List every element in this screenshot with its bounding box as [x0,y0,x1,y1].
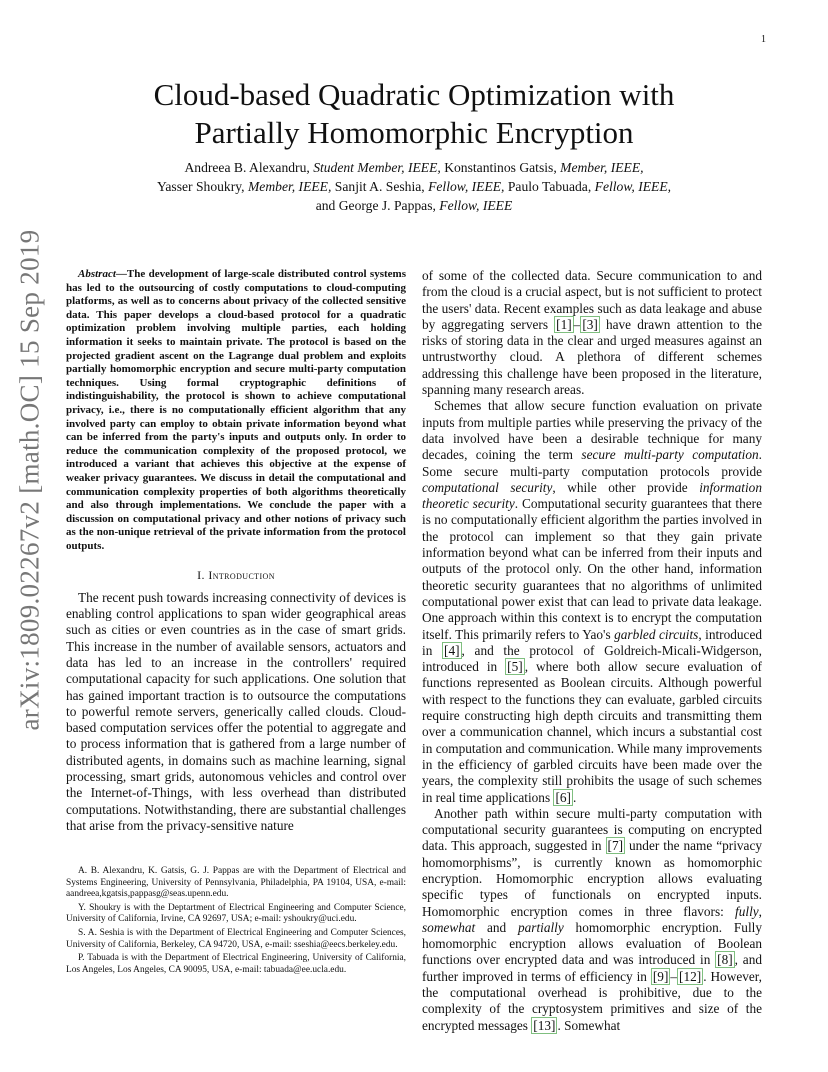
arxiv-id: arXiv:1809.02267v2 [math.OC] 15 Sep 2019 [14,229,45,731]
text-run: , [758,903,762,919]
section-heading [66,567,406,583]
citation-link[interactable]: [8] [717,952,733,968]
text-run: of some of the collected data. Secure communication to and from the cloud is a crucial aspect, but is not sufficient to protect the users' data. Recent examples such as data leakage and abuse by aggregating servers [422,268,762,332]
citation-link[interactable]: [3] [582,316,598,332]
citation-link[interactable]: [5] [507,659,523,675]
author-list [60,158,768,215]
citation-link[interactable]: [9] [652,968,669,984]
text-run: . Some secure multi-party computation protocols provide [422,447,762,479]
citation-link[interactable]: [6] [555,789,571,805]
text-run: – [573,316,581,332]
text-run: homomorphic encryption. Fully homomorphic encryption allows evaluation of Boolean functions over encrypted data and was introduced in [422,919,762,968]
text-run: , and the protocol of Goldreich-Micali-Widgerson, introduced in [422,642,762,675]
author-name: and George J. Pappas, [315,198,436,213]
citation-link[interactable]: [7] [607,838,624,854]
text-run: and [475,919,518,935]
intro-paragraph: The recent push towards increasing connectivity of devices is enabling control applications to span wider geographical areas such as cities or even countries as in the case of smart grids. This increase in the number of available sensors, actuators and data has led to an increase in the controllers' required computational capacity for such applications. One solution that has gained important traction is to outsource the computations to powerful remote servers, generically called clouds. Cloud-based computation services offer the potential to aggregate and to process information that is gathered from a large number of distributed agents, in domains such as machine learning, signal processing, smart grids, autonomous vehicles and control over the Internet-of-Things, with less overhead than distributed computations. Notwithstanding, there are substantial challenges that arise from the privacy-sensitive nature [66,589,406,833]
author-name: Paulo Tabuada, [507,179,592,194]
author-line-1 [60,158,768,177]
emphasis: garbled circuits [614,626,699,642]
emphasis: secure multi-party computation [581,447,759,463]
page-number: 1 [761,34,766,45]
abstract-label: Abstract [78,268,116,280]
author-name: Andreea B. Alexandru, [184,160,310,175]
section-number: I. [197,568,205,583]
paragraph [422,268,762,398]
text-run: , introduced in [422,626,762,658]
text-run: , while other provide [552,479,700,495]
text-run: – [670,968,678,984]
citation-link[interactable]: [13] [533,1017,556,1033]
emphasis: fully [735,903,759,919]
author-name: Yasser Shoukry, [156,179,245,194]
text-run: , where both allow secure evaluation of functions represented as Boolean circuits. Although powerful with respect to the functions they can evaluate, garbled circuits require constructing high depth circuits and transmitting them over a communication channel, which incurs a substantial cost in computation and communication. While many improvements in the efficiency of garbled circuits have been made over the years, the complexity still prohibits the usage of such schemes in real time applications [422,659,762,805]
text-run: . Computational security guarantees that there is no computationally efficient algorithm the parties involved in the protocol can implement so that they gain private information beyond what can be inferred from their inputs and outputs of the protocol only. On the other hand, information theoretic security guarantees that no algorithms of unlimited computational power exist that can lead to private data leakage. One approach within this context is to encrypt the computation itself. This primarily refers to Yao's [422,496,762,642]
title-line-2: Partially Homomorphic Encryption [194,115,634,150]
text-run: . Somewhat [557,1017,621,1033]
paragraph [422,398,762,805]
author-role: Fellow, IEEE [439,198,513,213]
section-title: Introduction [208,568,275,583]
citation-link[interactable]: [1] [556,316,572,332]
arxiv-stamp [10,229,50,731]
emphasis: computational security [422,479,553,495]
footnote: S. A. Seshia is with the Department of Electrical Engineering and Computer Sciences, University of California, Berkeley, CA 94720, USA, e-mail: sseshia@eecs.berkeley.edu. [66,927,406,950]
emphasis: information theoretic security [422,479,762,512]
right-column [422,268,762,1034]
abstract-text: —The development of large-scale distributed control systems has led to the outsourcing of costly computations to cloud-computing platforms, as well as to concerns about privacy of the collected sensitive data. This paper develops a cloud-based protocol for a quadratic optimization problem involving multiple parties, each holding information it seeks to maintain private. The protocol is based on the projected gradient ascent on the Lagrange dual problem and exploits partially homomorphic encryption and secure multi-party computation techniques. Using formal cryptographic definitions of indistinguishability, the protocol is shown to achieve computational privacy, i.e., there is no computationally efficient algorithm that any involved party can employ to obtain private information beyond what can be inferred from the party's inputs and outputs only. In order to reduce the communication complexity of the proposed protocol, we introduced a variant that achieves this objective at the expense of weaker privacy guarantees. We discuss in detail the computational and communication complexity properties of both algorithms theoretically and also through implementations. We conclude the paper with a discussion on computational privacy and other notions of privacy such as the non-unique retrieval of the private information from the protocol outputs. [66,268,406,552]
text-run: . [572,789,577,805]
left-column [66,268,406,834]
author-line-3 [60,196,768,215]
author-role: Member, IEEE, [560,160,644,175]
author-role: Fellow, IEEE, [594,179,672,194]
emphasis: partially [517,919,564,935]
author-name: Sanjit A. Seshia, [334,179,425,194]
text-run: . However, the computational overhead is prohibitive, due to the complexity of the cryptosystem primitives and size of the encrypted messages [422,968,762,1033]
citation-link[interactable]: [4] [444,642,460,658]
emphasis: somewhat [422,919,476,935]
author-role: Student Member, IEEE, [313,160,441,175]
title-line-1: Cloud-based Quadratic Optimization with [153,77,675,112]
abstract [66,268,406,553]
text-run: Schemes that allow secure function evaluation on private inputs from multiple parties while preserving the privacy of the data involved have been a desirable technique for many decades, coining the term [422,398,762,463]
text-run: have drawn attention to the risks of storing data in the clear and urged measures against an untrustworthy cloud. A plethora of different schemes addressing this challenge have been proposed in the literature, spanning many research areas. [422,316,762,398]
footnotes [66,866,406,978]
author-name: Konstantinos Gatsis, [444,160,557,175]
text-run: under the name “privacy homomorphisms”, is currently known as homomorphic encryption. Homomorphic encryption allows evaluating specific types of functionals on encrypted inputs. Homomorphic encryption comes in three flavors: [422,838,762,919]
footnote: A. B. Alexandru, K. Gatsis, G. J. Pappas are with the Department of Electrical and Systems Engineering, University of Pennsylvania, Philadelphia, PA 19104, USA, e-mail: aandreea,kgatsis,pappasg@seas.upenn.edu. [66,866,406,900]
footnote: Y. Shoukry is with the Deptartment of Electrical Engineering and Computer Science, University of California, Irvine, CA 92697, USA; e-mail: yshoukry@uci.edu. [66,902,406,925]
author-role: Fellow, IEEE, [428,179,505,194]
footnote: P. Tabuada is with the Department of Electrical Engineering, University of California, Los Angeles, Los Angeles, CA 90095, USA, e-mail: tabuada@ee.ucla.edu. [66,953,406,975]
paper-title [60,76,768,152]
text-run: Another path within secure multi-party computation with computational security guarantees is computing on encrypted data. This approach, suggested in [422,805,762,854]
paragraph [422,806,762,1034]
author-line-2 [60,177,768,196]
author-role: Member, IEEE, [247,179,332,194]
citation-link[interactable]: [12] [679,968,702,984]
text-run: , and further improved in terms of efficiency in [422,952,762,984]
